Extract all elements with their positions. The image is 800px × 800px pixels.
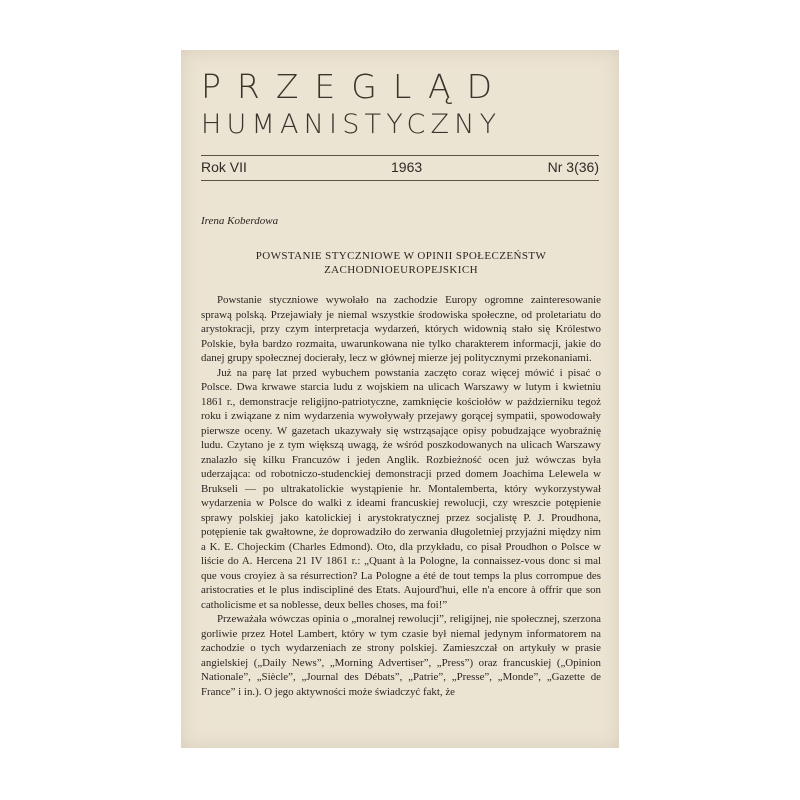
journal-page bbox=[181, 50, 619, 748]
issue-number: Nr 3(36) bbox=[547, 159, 599, 175]
article-paragraph: Już na parę lat przed wybuchem powstania zaczęto coraz więcej mówić i pisać o Polsce. Dwa krwawe starcia ludu z wojskiem na ulicach Warszawy w lutym i kwietniu 1861 r., demonstracje religijno-patriotyczne, zamknięcie kościołów w październiku tegoż roku i związane z nim wydarzenia wywoływały przejawy gorącej sympatii, spowodowały pierwsze oceny. W gazetach ukazywały się wstrząsające opisy pobudzające wyobraźnię ludu. Czytano je z tym większą uwagą, że wśród poszkodowanych na ulicach Warszawy znalazło się kilku Francuzów i jeden Anglik. Rozbieżność ocen już wówczas była uderzająca: od robotniczo-studenckiej demonstracji przed domem Joachima Lelewela w Brukseli — po ultrakatolickie wystąpienie hr. Montalemberta, który wykorzystywał wydarzenia w Polsce do walki z ideami francuskiej rewolucji, czy wreszcie potępienie sprawy polskiej jako katolickiej i arystokratycznej przez socjalistę P. J. Proudhona, potępienie tak gwałtowne, że doprowadziło do zerwania długoletniej przyjaźni między nim a K. E. Chojeckim (Charles Edmond). Oto, dla przykładu, co pisał Proudhon o Polsce w liście do A. Hercena 21 IV 1861 r.: „Quant à la Pologne, la connaissez-vous donc si mal que vous croyiez à sa résurrection? La Pologne a été de tout temps la plus corrompue des aristocraties et le plus indiscipliné des Etats. Aujourd'hui, elle n'a encore à offrir que son catholicisme et sa noblesse, deux belles choses, ma foi!” bbox=[201, 366, 601, 611]
article-author: Irena Koberdowa bbox=[201, 215, 279, 227]
masthead-title-line1: PRZEGLĄD bbox=[201, 67, 508, 106]
issue-info-bar bbox=[201, 155, 599, 181]
article-paragraph: Przeważała wówczas opinia o „moralnej rewolucji”, religijnej, nie społecznej, szerzona gorliwie przez Hotel Lambert, który w tym czasie był niemal jedynym informatorem na zachodzie o tych wydarzeniach ze strony polskiej. Zamieszczał on artykuły w prasie angielskiej („Daily News”, „Morning Advertiser”, „Press”) oraz francuskiej („Opinion Nationale”, „Siècle”, „Journal des Débats”, „Patrie”, „Presse”, „Monde”, „Gazette de France” i in.). O jego aktywności może świadczyć fakt, że bbox=[201, 613, 601, 698]
issue-year-label: Rok VII bbox=[201, 159, 247, 175]
issue-date: 1963 bbox=[391, 159, 423, 175]
masthead-title-line2: HUMANISTYCZNY bbox=[201, 109, 502, 140]
journal-masthead bbox=[201, 67, 603, 140]
article-paragraph: Powstanie styczniowe wywołało na zachodzie Europy ogromne zainteresowanie sprawą polską. Przejawiały je niemal wszystkie środowiska społeczne, od proletariatu do arystokracji, przy czym interpretacja wydarzeń, których widownią stało się Królestwo Polskie, była bardzo rozmaita, uwarunkowana nie tylko charakterem informacji, jakie do danej grupy społecznej docierały, lecz w głównej mierze jej politycznymi przekonaniami. bbox=[201, 294, 601, 364]
article bbox=[201, 215, 601, 699]
article-title: POWSTANIE STYCZNIOWE W OPINII SPOŁECZEŃSTW ZACHODNIOEUROPEJSKICH bbox=[255, 250, 547, 276]
